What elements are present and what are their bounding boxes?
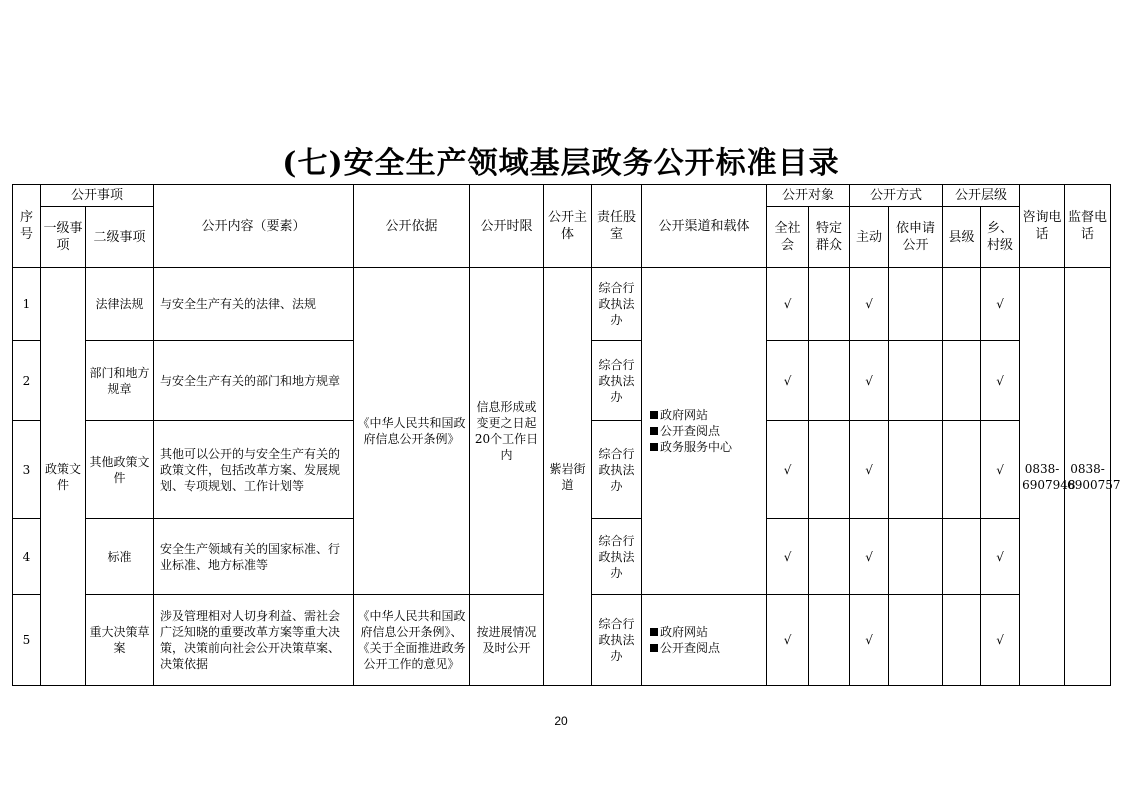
check-target-all: √ [767, 595, 809, 686]
empty-method-request [889, 341, 943, 421]
check-target-all: √ [767, 341, 809, 421]
square-bullet-icon [650, 628, 658, 636]
square-bullet-icon [650, 427, 658, 435]
header-basis: 公开依据 [354, 185, 470, 268]
header-level-group: 公开层级 [943, 185, 1020, 207]
square-bullet-icon [650, 644, 658, 652]
supervise-phone-cell: 0838-6900757 [1065, 268, 1111, 686]
check-method-active: √ [850, 268, 889, 341]
header-subject: 公开主体 [544, 185, 592, 268]
row-time-limit: 按进展情况及时公开 [470, 595, 544, 686]
header-target-specific: 特定群众 [809, 207, 850, 268]
header-level-county: 县级 [943, 207, 981, 268]
empty-method-request [889, 268, 943, 341]
header-target-group: 公开对象 [767, 185, 850, 207]
header-target-all: 全社会 [767, 207, 809, 268]
empty-level-county [943, 341, 981, 421]
header-time-limit: 公开时限 [470, 185, 544, 268]
check-level-town: √ [981, 519, 1020, 595]
header-dept: 责任股室 [592, 185, 642, 268]
header-method-group: 公开方式 [850, 185, 943, 207]
row-seq: 3 [13, 421, 41, 519]
empty-target-specific [809, 268, 850, 341]
check-target-all: √ [767, 519, 809, 595]
empty-target-specific [809, 341, 850, 421]
check-method-active: √ [850, 519, 889, 595]
row-item: 法律法规 [86, 268, 154, 341]
basis-cell: 《中华人民共和国政府信息公开条例》 [354, 268, 470, 595]
check-method-active: √ [850, 341, 889, 421]
empty-target-specific [809, 421, 850, 519]
level1-item-cell: 政策文件 [41, 268, 86, 686]
row-dept: 综合行政执法办 [592, 421, 642, 519]
row-content: 其他可以公开的与安全生产有关的政策文件，包括改革方案、发展规划、专项规划、工作计划等 [154, 421, 354, 519]
empty-method-request [889, 421, 943, 519]
row-content: 涉及管理相对人切身利益、需社会广泛知晓的重要改革方案等重大决策，决策前向社会公开决策草案、决策依据 [154, 595, 354, 686]
row-basis: 《中华人民共和国政府信息公开条例》、《关于全面推进政务公开工作的意见》 [354, 595, 470, 686]
row-seq: 4 [13, 519, 41, 595]
catalog-table [12, 184, 1121, 686]
header-seq: 序号 [13, 185, 41, 268]
empty-target-specific [809, 519, 850, 595]
subject-cell: 紫岩街道 [544, 268, 592, 686]
check-method-active: √ [850, 421, 889, 519]
row-item: 部门和地方规章 [86, 341, 154, 421]
empty-method-request [889, 519, 943, 595]
empty-level-county [943, 268, 981, 341]
square-bullet-icon [650, 443, 658, 451]
channel-item: 政府网站 [644, 407, 764, 423]
header-items-group: 公开事项 [41, 185, 154, 207]
row-dept: 综合行政执法办 [592, 268, 642, 341]
header-level1: 一级事项 [41, 207, 86, 268]
square-bullet-icon [650, 411, 658, 419]
header-level2: 二级事项 [86, 207, 154, 268]
header-channel: 公开渠道和载体 [642, 185, 767, 268]
row-item: 标准 [86, 519, 154, 595]
header-supervise-phone: 监督电话 [1065, 185, 1111, 268]
row-channel [642, 595, 767, 686]
header-level-town: 乡、村级 [981, 207, 1020, 268]
row-seq: 5 [13, 595, 41, 686]
empty-target-specific [809, 595, 850, 686]
channel-item: 公开查阅点 [644, 640, 764, 656]
header-consult-phone: 咨询电话 [1020, 185, 1065, 268]
empty-level-county [943, 595, 981, 686]
header-method-active: 主动 [850, 207, 889, 268]
table-row [13, 268, 1111, 341]
check-method-active: √ [850, 595, 889, 686]
header-method-request: 依申请公开 [889, 207, 943, 268]
time-limit-cell: 信息形成或变更之日起20个工作日内 [470, 268, 544, 595]
empty-level-county [943, 519, 981, 595]
row-content: 与安全生产有关的部门和地方规章 [154, 341, 354, 421]
check-level-town: √ [981, 341, 1020, 421]
channel-item: 政务服务中心 [644, 439, 764, 455]
channel-cell-main [642, 268, 767, 595]
row-item: 其他政策文件 [86, 421, 154, 519]
empty-level-county [943, 421, 981, 519]
check-level-town: √ [981, 268, 1020, 341]
check-target-all: √ [767, 268, 809, 341]
empty-method-request [889, 595, 943, 686]
check-level-town: √ [981, 421, 1020, 519]
consult-phone-cell: 0838-6907948 [1020, 268, 1065, 686]
check-level-town: √ [981, 595, 1020, 686]
row-dept: 综合行政执法办 [592, 595, 642, 686]
row-content: 与安全生产有关的法律、法规 [154, 268, 354, 341]
row-seq: 2 [13, 341, 41, 421]
page-title: (七)安全生产领域基层政务公开标准目录 [282, 146, 840, 181]
row-item: 重大决策草案 [86, 595, 154, 686]
row-dept: 综合行政执法办 [592, 341, 642, 421]
row-dept: 综合行政执法办 [592, 519, 642, 595]
page-number: 20 [554, 714, 568, 728]
row-content: 安全生产领域有关的国家标准、行业标准、地方标准等 [154, 519, 354, 595]
check-target-all: √ [767, 421, 809, 519]
row-seq: 1 [13, 268, 41, 341]
channel-item: 公开查阅点 [644, 423, 764, 439]
channel-item: 政府网站 [644, 624, 764, 640]
header-content: 公开内容（要素） [154, 185, 354, 268]
